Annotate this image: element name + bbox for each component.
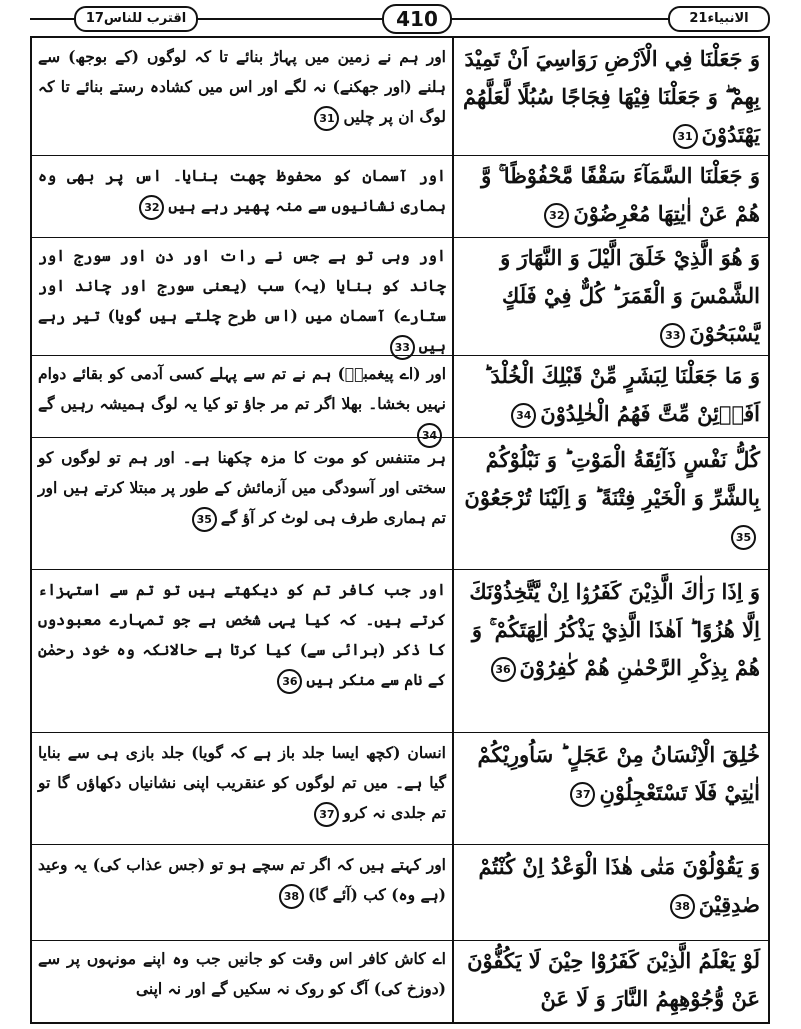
arabic-text: لَوْ يَعْلَمُ الَّذِيْنَ كَفَرُوْا حِيْنَ لَا يَكُفُّوْنَ عَنْ وُّجُوْهِهِمُ النَّارَ وَ لَا عَنْ xyxy=(467,948,760,1011)
verse-row-33 xyxy=(32,237,768,356)
verse-number-marker: 33 xyxy=(390,335,415,360)
verse-number-marker: 31 xyxy=(673,124,698,149)
arabic-text: وَ جَعَلْنَا السَّمَآءَ سَقْفًا مَّحْفُوْظًا ۚ وَّ هُمْ عَنْ اٰيٰتِهَا مُعْرِضُوْنَ32 xyxy=(481,163,760,226)
verse-number-marker: 32 xyxy=(544,203,569,228)
verse-number-marker: 36 xyxy=(491,657,516,682)
page-header xyxy=(30,4,770,34)
verse-number-marker: 34 xyxy=(417,423,442,448)
text-frame xyxy=(30,36,770,1024)
juz-label: اقترب للناس17 xyxy=(74,6,198,32)
urdu-translation: انسان (کچھ ایسا جلد باز ہے کہ گویا) جلد بازی ہی سے بنایا گیا ہے۔ میں تم لوگوں کو عنقریب اپنی نشانیاں دکھاؤں گا تو تم جلدی نہ کرو37 xyxy=(38,738,446,828)
urdu-translation: اور ہم نے زمین میں پہاڑ بنائے تا کہ لوگوں (کے بوجھ) سے ہلنے (اور جھکنے) نہ لگے اور اس میں کشادہ رستے بنائے تا کہ لوگ ان پر چلیں31 xyxy=(38,42,446,132)
urdu-translation: اور جب کافر تم کو دیکھتے ہیں تو تم سے استہزاء کرتے ہیں۔ کہ کیا یہی شخص ہے جو تمہارے معبودوں کا ذکر (برائی سے) کیا کرتا ہے حالانکہ وہ خود رحمٰن کے نام سے منکر ہیں36 xyxy=(38,575,446,695)
verse-number-marker: 32 xyxy=(139,195,164,220)
verse-number-marker: 37 xyxy=(314,802,339,827)
verse-row-35 xyxy=(32,437,768,570)
urdu-translation: اور وہی تو ہے جس نے رات اور دن اور سورج اور چاند کو بنایا (یہ) سب (یعنی سورج اور چاند اور ستارے) آسمان میں (اس طرح چلتے ہیں گویا) تیر رہے ہیں33 xyxy=(38,241,446,361)
arabic-text: كُلُّ نَفْسٍ ذَآئِقَةُ الْمَوْتِ ؕ وَ نَبْلُوْكُمْ بِالشَّرِّ وَ الْخَيْرِ فِتْنَةً ؕ وَ اِلَيْنَا تُرْجَعُوْنَ35 xyxy=(460,441,760,555)
verse-number-marker: 35 xyxy=(731,525,756,550)
verse-row-34 xyxy=(32,355,768,442)
surah-label: الانبياء21 xyxy=(668,6,770,32)
verse-row-32 xyxy=(32,155,768,238)
page xyxy=(30,4,770,1022)
urdu-translation: ہر متنفس کو موت کا مزہ چکھنا ہے۔ اور ہم تو لوگوں کو سختی اور آسودگی میں آزمائش کے طور پر مبتلا کرتے ہیں اور تم ہماری طرف ہی لوٹ کر آؤ گے35 xyxy=(38,443,446,533)
verse-number-marker: 31 xyxy=(314,106,339,131)
arabic-text: وَ جَعَلْنَا فِي الْاَرْضِ رَوَاسِيَ اَنْ تَمِيْدَ بِهِمْ ۖ وَ جَعَلْنَا فِيْهَا فِجَاجًا سُبُلًا لَّعَلَّهُمْ يَهْتَدُوْنَ31 xyxy=(463,46,760,147)
urdu-translation: اے کاش کافر اس وقت کو جانیں جب وہ اپنے مونہوں پر سے (دوزخ کی) آگ کو روک نہ سکیں گے اور نہ اپنی xyxy=(38,949,446,998)
arabic-text: وَ مَا جَعَلْنَا لِبَشَرٍ مِّنْ قَبْلِكَ الْخُلْدَ ؕ اَفَاۡئِنْ مِّتَّ فَهُمُ الْخٰلِدُوْنَ34 xyxy=(483,363,760,426)
arabic-text: وَ اِذَا رَاٰكَ الَّذِيْنَ كَفَرُوْۤا اِنْ يَّتَّخِذُوْنَكَ اِلَّا هُزُوًا ؕ اَهٰذَا الَّذِيْ يَذْكُرُ اٰلِهَتَكُمْ ۚ وَ هُمْ بِذِكْرِ الرَّحْمٰنِ هُمْ كٰفِرُوْنَ36 xyxy=(469,579,760,680)
urdu-translation: اور (اے پیغمبرؐ) ہم نے تم سے پہلے کسی آدمی کو بقائے دوام نہیں بخشا۔ بھلا اگر تم مر جاؤ تو کیا یہ لوگ ہمیشہ رہیں گے34 xyxy=(38,359,446,449)
arabic-text: وَ يَقُوْلُوْنَ مَتٰى هٰذَا الْوَعْدُ اِنْ كُنْتُمْ صٰدِقِيْنَ38 xyxy=(478,854,760,917)
urdu-translation: اور آسمان کو محفوظ چھت بنایا۔ اس پر بھی وہ ہماری نشانیوں سے منہ پھیر رہے ہیں32 xyxy=(38,161,446,221)
verse-number-marker: 34 xyxy=(511,403,536,428)
verse-row-39 xyxy=(32,940,768,1022)
verse-row-38 xyxy=(32,844,768,941)
verse-number-marker: 36 xyxy=(277,669,302,694)
urdu-translation: اور کہتے ہیں کہ اگر تم سچے ہو تو (جس عذاب کی) یہ وعید (ہے وہ) کب (آئے گا)38 xyxy=(38,850,446,910)
verse-number-marker: 38 xyxy=(670,894,695,919)
verse-number-marker: 38 xyxy=(279,884,304,909)
verse-row-36 xyxy=(32,569,768,733)
verse-row-31 xyxy=(32,38,768,156)
arabic-text: وَ هُوَ الَّذِيْ خَلَقَ الَّيْلَ وَ النَّهَارَ وَ الشَّمْسَ وَ الْقَمَرَ ؕ كُلٌّ فِيْ فَلَكٍ يَّسْبَحُوْنَ33 xyxy=(500,245,760,346)
verse-number-marker: 33 xyxy=(660,323,685,348)
arabic-text: خُلِقَ الْاِنْسَانُ مِنْ عَجَلٍ ؕ سَاُورِيْكُمْ اٰيٰتِيْ فَلَا تَسْتَعْجِلُوْنِ37 xyxy=(477,742,760,805)
page-number: 410 xyxy=(382,4,452,34)
verse-number-marker: 37 xyxy=(570,782,595,807)
verse-row-37 xyxy=(32,732,768,845)
verse-number-marker: 35 xyxy=(192,507,217,532)
